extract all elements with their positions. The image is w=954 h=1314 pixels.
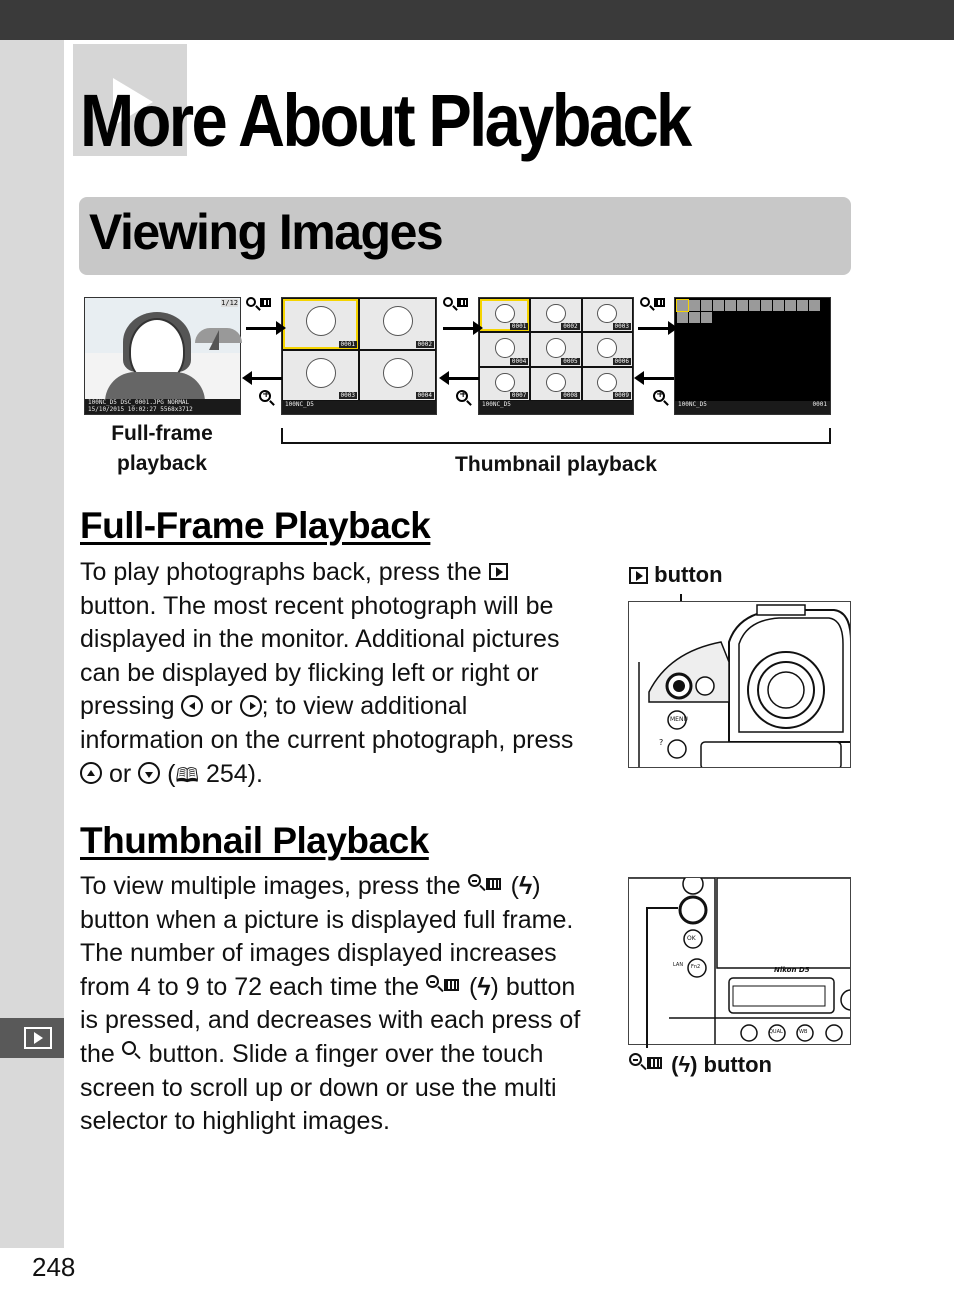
folder-info: 100NC_D5 [282, 401, 436, 414]
thumbnail-paragraph [80, 870, 610, 1139]
text: button when a picture is displayed full frame. [80, 905, 574, 934]
camera-back-illustration [628, 601, 851, 768]
folder-info [675, 401, 830, 414]
model-text: D5 [798, 966, 810, 974]
mini-thumb[interactable] [785, 300, 796, 311]
thumb-cell[interactable] [480, 368, 529, 400]
thumb-label: 0004 [417, 392, 432, 399]
mini-thumb[interactable] [713, 300, 724, 311]
thumb-label: 0009 [614, 391, 629, 399]
menu-button-label: MENU [670, 716, 688, 723]
flash-icon: ϟ [518, 872, 533, 900]
zoom-in-icon [653, 390, 669, 406]
brand-text: Nikon [774, 966, 797, 974]
camera-brand [774, 966, 810, 974]
full-frame-heading: Full-Frame Playback [80, 505, 431, 546]
arrow-right-icon [638, 327, 670, 330]
multi-selector-left-icon [181, 695, 203, 717]
thumb-label: 0004 [511, 357, 527, 365]
zoom-out-thumbnail-icon [426, 975, 462, 997]
zoom-out-thumbnail-icon [640, 296, 666, 312]
text: selector to highlight images. [80, 1107, 390, 1136]
thumbnail-heading: Thumbnail Playback [80, 820, 429, 861]
thumb-cell[interactable] [531, 368, 580, 400]
mini-thumb[interactable] [701, 312, 712, 323]
info-file: 100NC_D5 DSC_0001.JPG [88, 399, 164, 406]
mini-thumb[interactable] [677, 312, 688, 323]
folder-info: 100NC_D5 [479, 401, 633, 414]
mini-thumb[interactable] [737, 300, 748, 311]
thumbnail-screen-4 [281, 297, 437, 415]
arrow-left-icon [642, 377, 674, 380]
zoom-in-icon [456, 390, 472, 406]
label-text: button [654, 562, 723, 587]
text: or [102, 759, 139, 788]
mini-thumb[interactable] [761, 300, 772, 311]
arrow-right-icon [443, 327, 475, 330]
full-frame-screen [84, 297, 241, 415]
text: The number of images displayed increases [80, 939, 557, 968]
info-size: 5568x3712 [160, 406, 193, 413]
thumb-cell[interactable] [583, 333, 632, 365]
text: ( [160, 759, 176, 788]
thumb-label: 0001 [511, 323, 527, 331]
text: from 4 to 9 to 72 each time the [80, 972, 427, 1001]
thumb-label: 0008 [563, 391, 578, 399]
mini-thumb[interactable] [749, 300, 760, 311]
thumb-cell[interactable] [283, 351, 358, 401]
photo-info [85, 399, 240, 414]
info-quality: NORMAL [167, 399, 190, 406]
thumb-label: 0001 [340, 340, 355, 348]
text: ) button [490, 972, 576, 1001]
text: ; to view additional [261, 692, 468, 721]
text: button. Slide a finger over the touch [141, 1039, 544, 1068]
playback-tab-icon [24, 1027, 52, 1049]
mini-thumb[interactable] [725, 300, 736, 311]
thumbnail-button-label [629, 1052, 772, 1078]
arrow-right-icon [246, 327, 278, 330]
multi-selector-down-icon [138, 762, 160, 784]
thumb-label: 0007 [511, 391, 527, 399]
sailboat [209, 330, 219, 350]
mini-thumb[interactable] [809, 300, 820, 311]
thumb-label: 0003 [340, 392, 355, 399]
multi-selector-right-icon [240, 695, 262, 717]
text: button. The most recent photograph will be [80, 591, 554, 620]
chapter-title: More About Playback [80, 79, 690, 162]
text: information on the current photograph, press [80, 725, 574, 754]
label-text: ( [665, 1052, 679, 1077]
ok-button-label: OK [687, 935, 696, 942]
arrow-left-icon [250, 377, 282, 380]
thumbnail-caption: Thumbnail playback [455, 453, 657, 476]
mini-thumb[interactable] [773, 300, 784, 311]
thumbnail-screen-9 [478, 297, 634, 415]
frame-counter: 1/12 [221, 299, 238, 307]
thumb-label: 0002 [417, 340, 432, 348]
flash-icon: ϟ [678, 1052, 691, 1077]
text: 254). [199, 759, 263, 788]
text: screen to scroll up or down or use the multi [80, 1073, 557, 1102]
playback-button-icon [489, 563, 508, 580]
mini-thumb-grid [677, 300, 827, 324]
zoom-in-icon [122, 1041, 142, 1065]
thumb-cell[interactable] [531, 333, 580, 365]
thumb-cell[interactable] [583, 299, 632, 331]
folder-name: 100NC_D5 [678, 401, 707, 408]
thumb-cell[interactable] [360, 299, 435, 349]
text: pressing [80, 692, 182, 721]
thumbnail-screen-72 [674, 297, 831, 415]
full-frame-caption [92, 419, 232, 479]
top-bar [0, 0, 954, 40]
zoom-out-thumbnail-icon [468, 874, 504, 896]
info-date: 15/10/2015 10:02:27 [88, 406, 157, 413]
flash-icon: ϟ [477, 972, 491, 1001]
thumb-cell[interactable] [480, 299, 529, 331]
thumb-cell[interactable] [360, 351, 435, 401]
zoom-in-icon [259, 390, 275, 406]
thumb-cell[interactable] [531, 299, 580, 331]
camera-back-illustration-2 [628, 877, 851, 1045]
text: is pressed, and decreases with each press of [80, 1006, 581, 1035]
playback-button-icon [629, 567, 648, 584]
text: or [203, 692, 240, 721]
leader-line-horizontal [646, 907, 678, 909]
thumb-label: 0003 [614, 323, 629, 331]
thumb-label: 0002 [563, 323, 578, 331]
text: the [80, 1039, 122, 1068]
page-number: 248 [32, 1252, 76, 1282]
text: ) [532, 872, 541, 900]
full-frame-caption-line2: playback [117, 452, 207, 475]
mini-thumb[interactable] [689, 312, 700, 323]
label-text: ) button [690, 1052, 772, 1077]
thumb-cell[interactable] [283, 299, 358, 349]
lan-button-label: LAN [673, 962, 684, 968]
book-icon: 🕮 [175, 764, 199, 787]
text: To view multiple images, press the [80, 872, 468, 900]
mini-thumb[interactable] [701, 300, 712, 311]
thumb-label: 0006 [614, 357, 629, 365]
zoom-out-thumbnail-icon [246, 296, 272, 312]
thumb-cell[interactable] [583, 368, 632, 400]
camera-back-drawing-2 [629, 878, 851, 1045]
zoom-out-thumbnail-icon [443, 296, 469, 312]
full-frame-caption-line1: Full-frame [111, 422, 213, 445]
playback-button-label [629, 562, 723, 588]
text: To play photographs back, press the [80, 558, 489, 586]
section-title: Viewing Images [89, 204, 443, 260]
full-frame-paragraph [80, 556, 610, 793]
text: can be displayed by flicking left or right or [80, 658, 539, 687]
frame-label: 0001 [812, 401, 827, 408]
help-button-label: ? [659, 738, 664, 747]
wb-button-label: WB [799, 1029, 808, 1035]
leader-line [646, 908, 648, 1048]
mini-thumb[interactable] [797, 300, 808, 311]
fn2-button-label: Fn2 [691, 964, 701, 970]
arrow-left-icon [447, 377, 479, 380]
thumbnail-bracket [281, 428, 831, 444]
thumb-cell[interactable] [480, 333, 529, 365]
mini-thumb[interactable] [689, 300, 700, 311]
thumb-label: 0005 [563, 357, 578, 365]
text: ( [503, 872, 519, 900]
mini-thumb[interactable] [677, 300, 688, 311]
zoom-out-thumbnail-icon [629, 1053, 665, 1075]
portrait-body [105, 372, 205, 402]
side-tab-bar [0, 40, 64, 1248]
text: displayed in the monitor. Additional pictures [80, 625, 560, 654]
qual-button-label: QUAL [769, 1029, 783, 1035]
text: ( [462, 972, 478, 1001]
multi-selector-up-icon [80, 762, 102, 784]
